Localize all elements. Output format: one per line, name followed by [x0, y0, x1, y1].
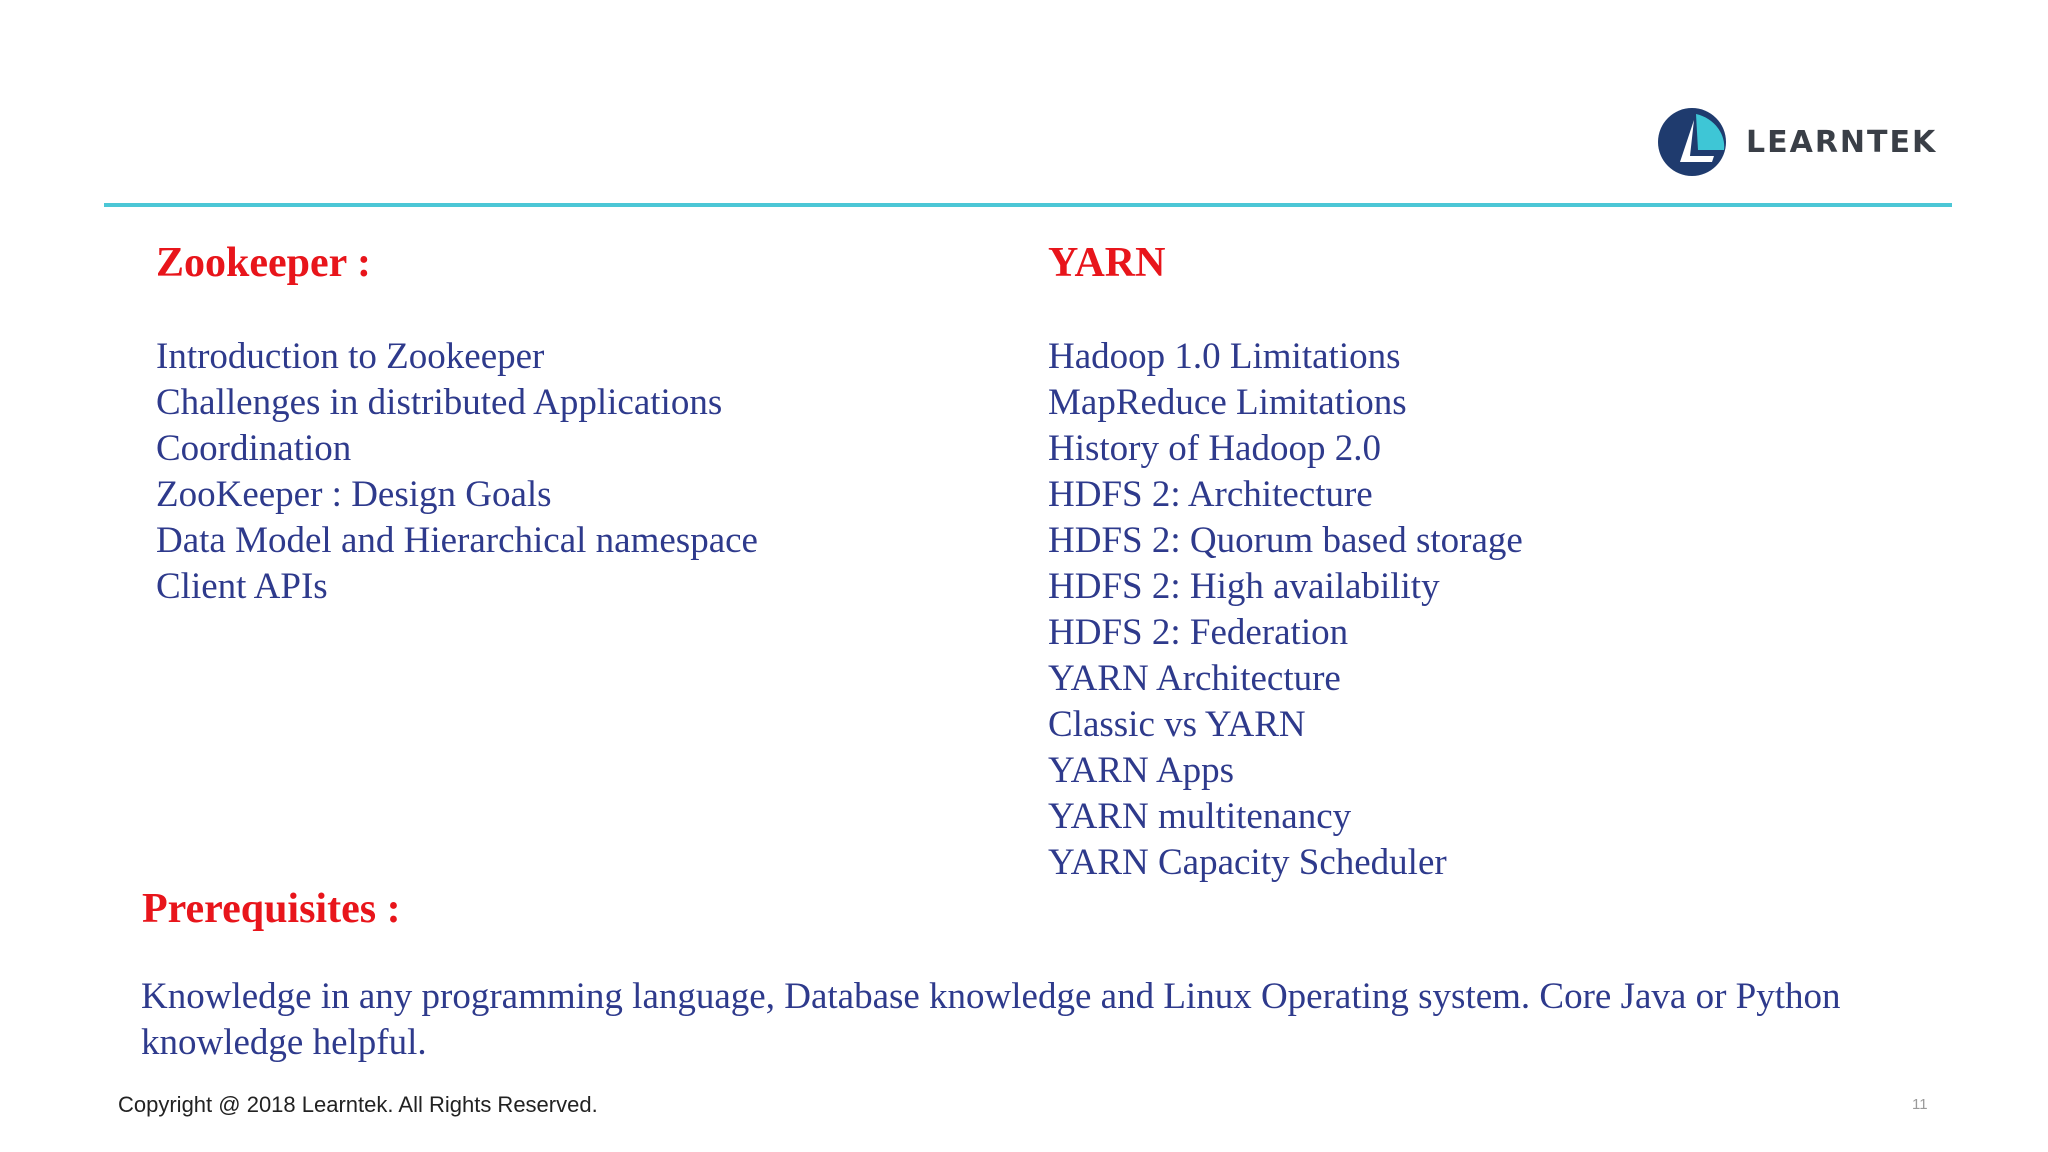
zookeeper-heading: Zookeeper : [156, 240, 372, 286]
learntek-logo-icon [1656, 106, 1728, 178]
list-item: Challenges in distributed Applications [156, 382, 723, 423]
list-item: Classic vs YARN [1048, 704, 1306, 745]
learntek-logo [1656, 104, 1937, 180]
list-item: ZooKeeper : Design Goals [156, 474, 552, 515]
list-item: YARN Capacity Scheduler [1048, 842, 1447, 883]
list-item: MapReduce Limitations [1048, 382, 1407, 423]
zookeeper-topic-list [156, 334, 758, 610]
list-item: YARN Apps [1048, 750, 1235, 791]
copyright-footer: Copyright @ 2018 Learntek. All Rights Reserved. [118, 1092, 598, 1117]
yarn-heading: YARN [1048, 240, 1166, 286]
list-item: Client APIs [156, 566, 328, 607]
header-divider [104, 203, 1952, 207]
list-item: HDFS 2: Federation [1048, 612, 1349, 653]
list-item: History of Hadoop 2.0 [1048, 428, 1381, 469]
list-item: HDFS 2: Quorum based storage [1048, 520, 1523, 561]
list-item: HDFS 2: High availability [1048, 566, 1440, 607]
prerequisites-text: Knowledge in any programming language, Database knowledge and Linux Operating system. Core Java or Python knowledge helpful. [141, 976, 1841, 1063]
list-item: Introduction to Zookeeper [156, 336, 545, 377]
page-number: 11 [1912, 1096, 1928, 1113]
yarn-topic-list [1048, 334, 1523, 886]
list-item: Data Model and Hierarchical namespace [156, 520, 758, 561]
list-item: HDFS 2: Architecture [1048, 474, 1373, 515]
list-item: Coordination [156, 428, 352, 469]
list-item: YARN Architecture [1048, 658, 1341, 699]
logo-text: LEARNTEK [1746, 124, 1938, 160]
list-item: Hadoop 1.0 Limitations [1048, 336, 1401, 377]
list-item: YARN multitenancy [1048, 796, 1352, 837]
prerequisites-heading: Prerequisites : [142, 886, 401, 932]
